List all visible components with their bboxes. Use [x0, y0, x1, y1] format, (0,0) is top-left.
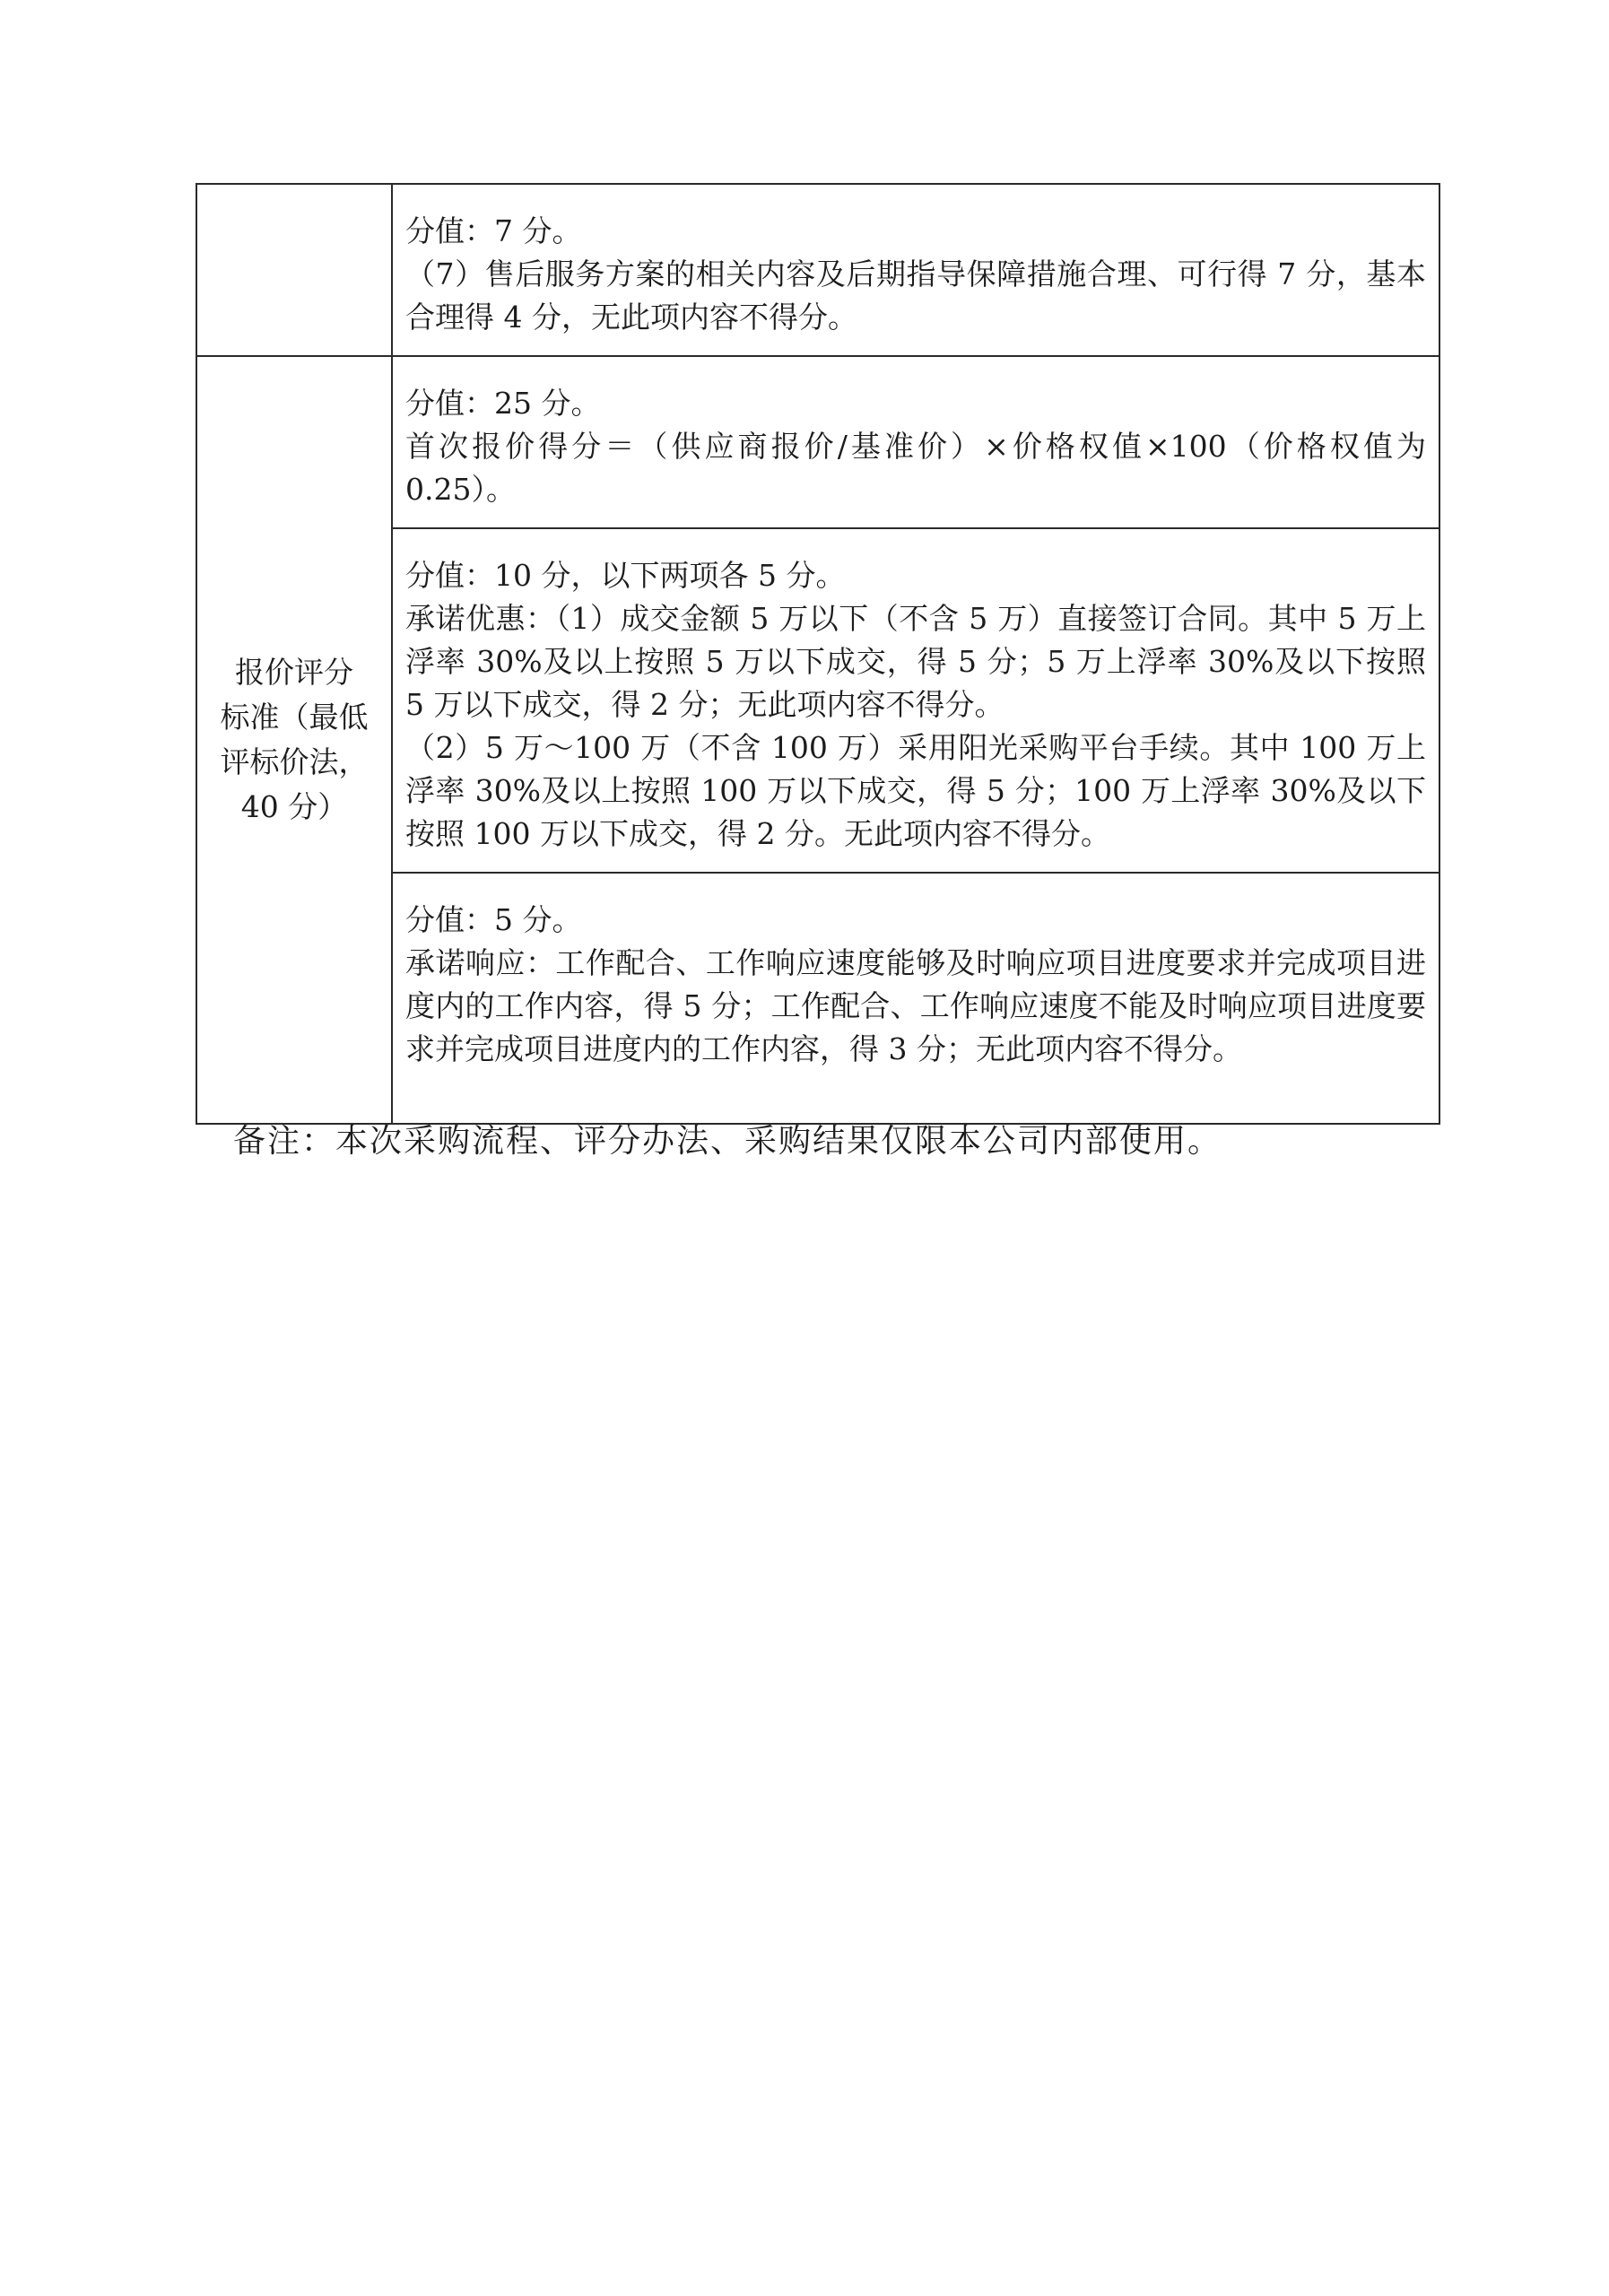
criteria-text: 首次报价得分＝（供应商报价/基准价）×价格权值×100（价格权值为 0.25）。	[405, 429, 1426, 507]
criteria-text: 承诺响应：工作配合、工作响应速度能够及时响应项目进度要求并完成项目进度内的工作内容，得 5 分；工作配合、工作响应速度不能及时响应项目进度要求并完成项目进度内的工作内容，得 3 分；无此项内容不得分。	[405, 945, 1426, 1066]
category-cell	[196, 356, 392, 1124]
category-cell	[196, 184, 392, 356]
table-row	[196, 184, 1439, 356]
score-value-text: 分值：25 分。	[405, 386, 601, 421]
scoring-table	[196, 183, 1440, 1125]
table-row	[196, 356, 1439, 528]
criteria-text: （7）售后服务方案的相关内容及后期指导保障措施合理、可行得 7 分，基本合理得 4 分，无此项内容不得分。	[405, 257, 1426, 335]
criteria-cell	[392, 873, 1439, 1124]
category-label: 报价评分 标准（最低 评标价法， 40 分）	[220, 655, 369, 824]
remark-note: 备注：本次采购流程、评分办法、采购结果仅限本公司内部使用。	[233, 1123, 1222, 1160]
criteria-cell	[392, 184, 1439, 356]
score-value-text: 分值：5 分。	[405, 902, 582, 937]
criteria-text: 承诺优惠：（1）成交金额 5 万以下（不含 5 万）直接签订合同。其中 5 万上浮率 30%及以上按照 5 万以下成交，得 5 分；5 万上浮率 30%及以下按照 5 万以下成交，得 2 分；无此项内容不得分。	[405, 601, 1426, 722]
criteria-text: （2）5 万～100 万（不含 100 万）采用阳光采购平台手续。其中 100 万上浮率 30%及以上按照 100 万以下成交，得 5 分；100 万上浮率 30%及以下按照 100 万以下成交，得 2 分。无此项内容不得分。	[405, 730, 1426, 851]
criteria-cell	[392, 356, 1439, 528]
score-value-text: 分值：10 分，以下两项各 5 分。	[405, 558, 846, 593]
score-value-text: 分值：7 分。	[405, 213, 582, 248]
criteria-cell	[392, 528, 1439, 873]
